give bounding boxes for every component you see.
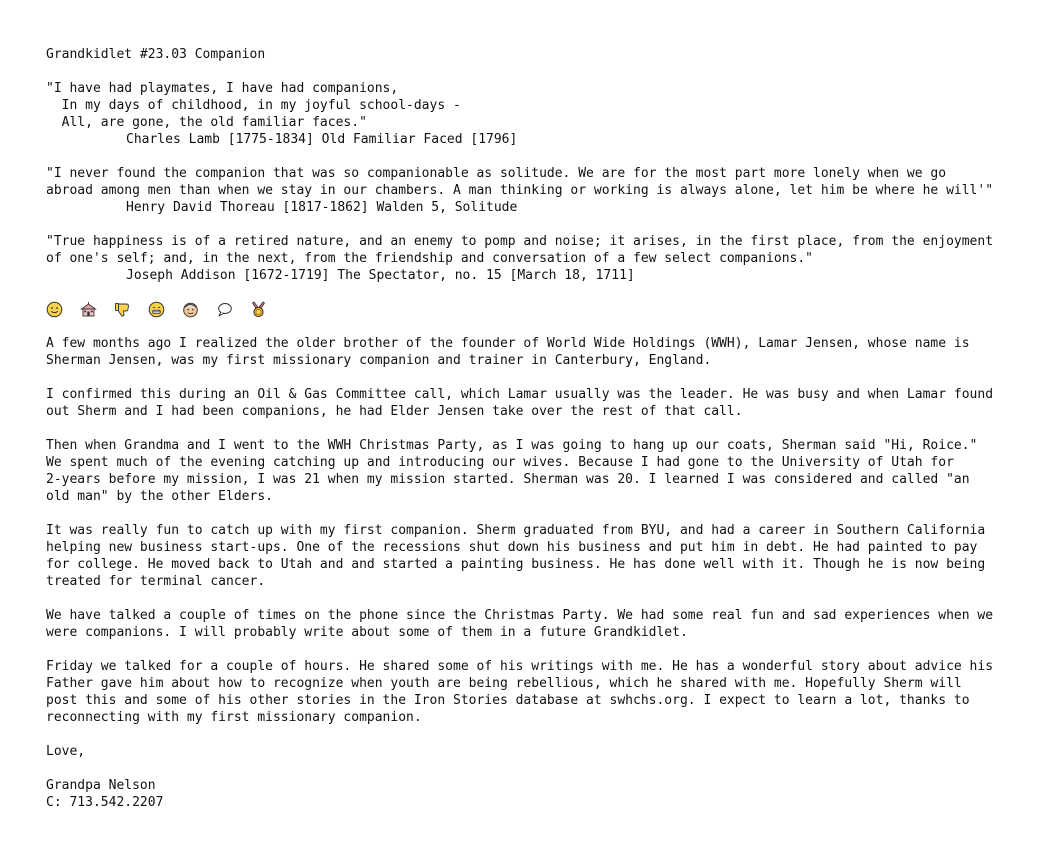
- paragraph-line: treated for terminal cancer.: [46, 574, 266, 589]
- paragraph-line: A few months ago I realized the older brother of the founder of World Wide Holdings (WWH), Lamar Jensen, whose name is: [46, 336, 970, 351]
- paragraph-line: Friday we talked for a couple of hours. He shared some of his writings with me. He has a wonderful story about advice his: [46, 659, 994, 674]
- closing: Love,: [46, 744, 86, 759]
- letter-title: Grandkidlet #23.03 Companion: [46, 47, 266, 62]
- paragraph-1: [46, 335, 1046, 369]
- paragraph-4: [46, 522, 1046, 590]
- paragraph-line: for college. He moved back to Utah and and started a painting business. He has done well with it. Though he is now being: [46, 557, 986, 572]
- paragraph-6: [46, 658, 1046, 726]
- thumbs-down-icon: [114, 301, 131, 318]
- quote-attribution: Joseph Addison [1672-1719] The Spectator, no. 15 [March 18, 1711]: [126, 268, 635, 283]
- grimacing-face-icon: [148, 301, 165, 318]
- paragraph-3: [46, 437, 1046, 505]
- smiling-face-icon: [46, 301, 63, 318]
- quote-attribution: Charles Lamb [1775-1834] Old Familiar Faced [1796]: [126, 132, 518, 147]
- quote-line: "I never found the companion that was so companionable as solitude. We are for the most part more lonely when we go: [46, 166, 947, 181]
- paragraph-line: reconnecting with my first missionary companion.: [46, 710, 422, 725]
- paragraph-line: helping new business start-ups. One of the recessions shut down his business and put him in debt. He had painted to pay: [46, 540, 978, 555]
- letter-body: [46, 46, 1046, 811]
- quote-3: [46, 233, 1046, 284]
- quote-line: abroad among men than when we stay in our chambers. A man thinking or working is always alone, let him be where he will'": [46, 183, 994, 198]
- paragraph-line: old man" by the other Elders.: [46, 489, 273, 504]
- quote-line: "True happiness is of a retired nature, and an enemy to pomp and noise; it arises, in the first place, from the enjoyment: [46, 234, 994, 249]
- signature-phone: C: 713.542.2207: [46, 795, 164, 810]
- medal-icon: [250, 301, 267, 318]
- paragraph-2: [46, 386, 1046, 420]
- signature-name: Grandpa Nelson: [46, 778, 156, 793]
- paragraph-line: 2-years before my mission, I was 21 when my mission started. Sherman was 20. I learned I was considered and called "an: [46, 472, 970, 487]
- quote-2: [46, 165, 1046, 216]
- old-man-face-icon: [182, 301, 199, 318]
- paragraph-line: out Sherm and I had been companions, he had Elder Jensen take over the rest of that call.: [46, 404, 743, 419]
- paragraph-line: Father gave him about how to recognize when youth are being rebellious, which he shared with me. Hopefully Sherm will: [46, 676, 962, 691]
- paragraph-line: were companions. I will probably write about some of them in a future Grandkidlet.: [46, 625, 688, 640]
- quote-line: All, are gone, the old familiar faces.": [46, 115, 367, 130]
- quote-1: [46, 80, 1046, 148]
- quote-attribution: Henry David Thoreau [1817-1862] Walden 5, Solitude: [126, 200, 518, 215]
- paragraph-line: Then when Grandma and I went to the WWH Christmas Party, as I was going to hang up our coats, Sherman said "Hi, Roice.": [46, 438, 978, 453]
- paragraph-line: We have talked a couple of times on the phone since the Christmas Party. We had some real fun and sad experiences when we: [46, 608, 994, 623]
- quote-line: of one's self; and, in the next, from the friendship and conversation of a few select companions.": [46, 251, 814, 266]
- school-building-icon: [80, 301, 97, 318]
- paragraph-5: [46, 607, 1046, 641]
- quote-line: "I have had playmates, I have had companions,: [46, 81, 399, 96]
- paragraph-line: It was really fun to catch up with my first companion. Sherm graduated from BYU, and had a career in Southern California: [46, 523, 986, 538]
- paragraph-line: post this and some of his other stories in the Iron Stories database at swhchs.org. I expect to learn a lot, thanks to: [46, 693, 970, 708]
- paragraph-line: We spent much of the evening catching up and introducing our wives. Because I had gone to the University of Utah for: [46, 455, 954, 470]
- quote-line: In my days of childhood, in my joyful school-days -: [46, 98, 461, 113]
- emoji-row: [46, 301, 1046, 318]
- speech-bubble-icon: [216, 301, 233, 318]
- paragraph-line: Sherman Jensen, was my first missionary companion and trainer in Canterbury, England.: [46, 353, 712, 368]
- paragraph-line: I confirmed this during an Oil & Gas Committee call, which Lamar usually was the leader. He was busy and when Lamar found: [46, 387, 994, 402]
